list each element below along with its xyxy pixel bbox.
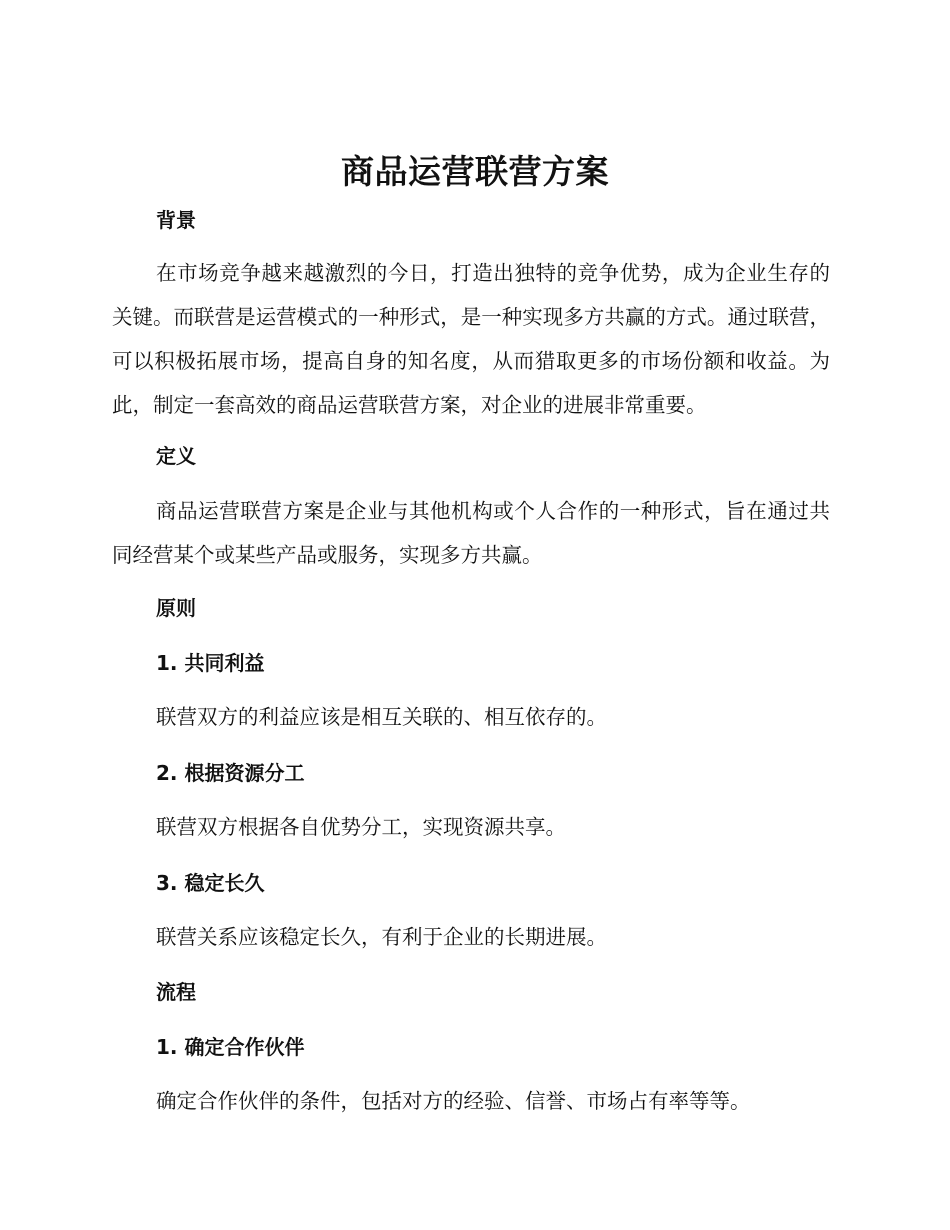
principle-title: 2. 根据资源分工 [156,761,305,785]
process-step-title: 1. 确定合作伙伴 [156,1035,305,1059]
background-paragraph: 在市场竞争越来越激烈的今日，打造出独特的竞争优势，成为企业生存的关键。而联营是运营模式的一种形式，是一种实现多方共赢的方式。通过联营，可以积极拓展市场，提高自身的知名度，从而猎取更多的市场份额和收益。为此，制定一套高效的商品运营联营方案，对企业的进展非常重要。 [112,261,830,417]
section-heading-principles: 原则 [156,596,196,620]
principle-text: 联营双方的利益应该是相互关联的、相互依存的。 [156,705,607,729]
document-title: 商品运营联营方案 [341,152,609,191]
definition-paragraph: 商品运营联营方案是企业与其他机构或个人合作的一种形式，旨在通过共同经营某个或某些产品或服务，实现多方共赢。 [112,499,830,567]
principle-title: 1. 共同利益 [156,651,265,675]
section-heading-background: 背景 [156,208,196,232]
principle-text: 联营双方根据各自优势分工，实现资源共享。 [156,815,566,839]
principle-title: 3. 稳定长久 [156,871,265,895]
principle-text: 联营关系应该稳定长久，有利于企业的长期进展。 [156,925,607,949]
section-heading-process: 流程 [156,980,196,1004]
section-heading-definition: 定义 [156,444,196,468]
process-step-text: 确定合作伙伴的条件，包括对方的经验、信誉、市场占有率等等。 [156,1089,751,1113]
